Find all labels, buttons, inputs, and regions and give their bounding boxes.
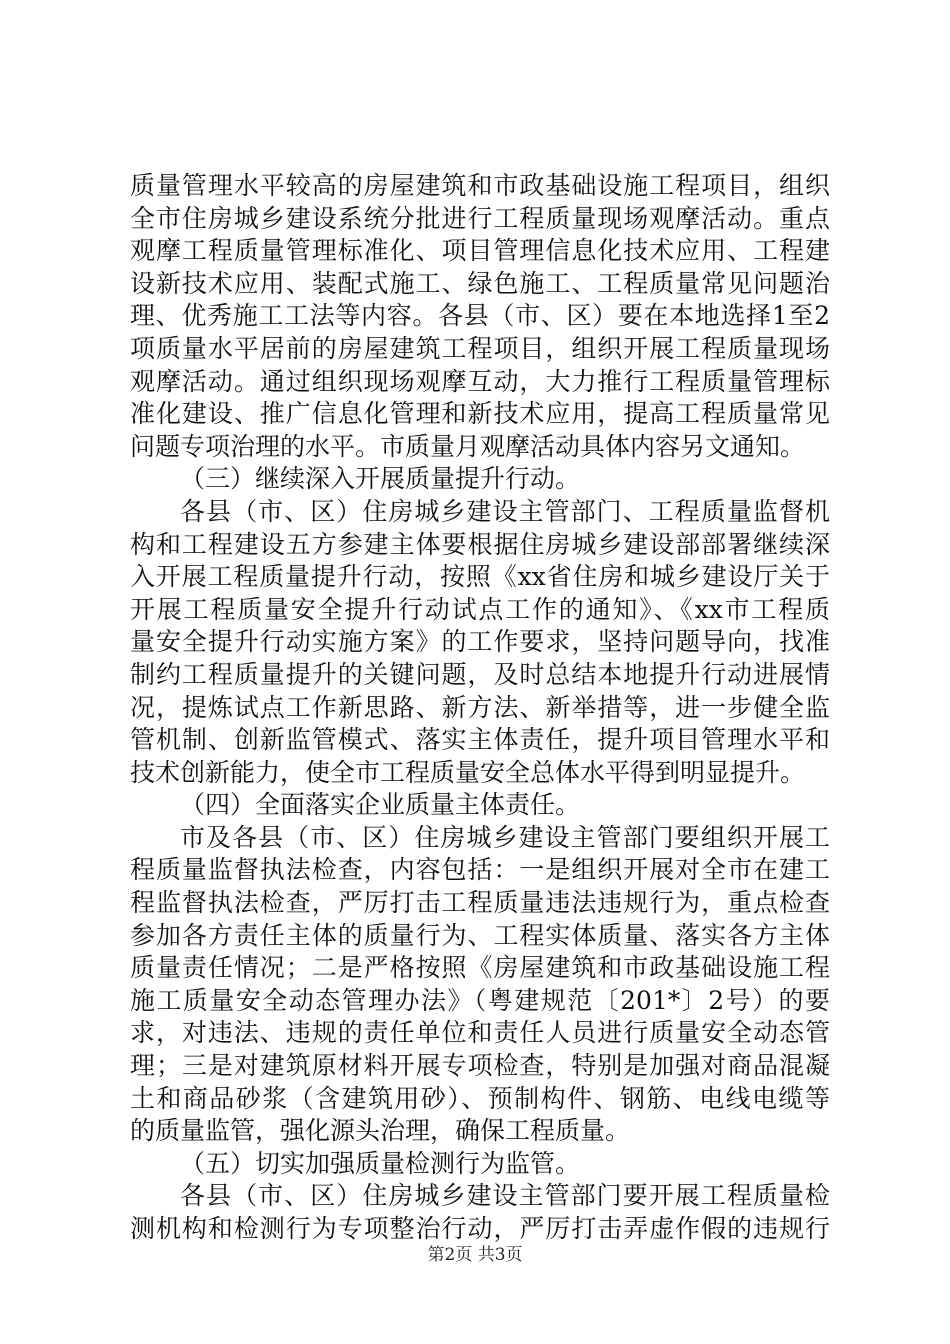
text-line: 各县（市、区）住房城乡建设主管部门要开展工程质量检 [180,1181,830,1211]
text-line: 管机制、创新监管模式、落实主体责任，提升项目管理水平和 [130,725,830,755]
text-line: 参加各方责任主体的质量行为、工程实体质量、落实各方主体 [130,920,830,950]
text-line: 况，提炼试点工作新思路、新方法、新举措等，进一步健全监 [130,692,830,722]
body-text [130,170,830,1246]
text-line: 观摩工程质量管理标准化、项目管理信息化技术应用、工程建 [130,236,830,266]
text-line: 入开展工程质量提升行动，按照《xx省住房和城乡建设厅关于 [130,562,830,592]
text-line: 测机构和检测行为专项整治行动，严厉打击弄虚作假的违规行 [130,1214,830,1243]
text-line: 设新技术应用、装配式施工、绿色施工、工程质量常见问题治 [130,268,830,298]
text-line: 准化建设、推广信息化管理和新技术应用，提高工程质量常见 [130,399,830,429]
text-line: 质量管理水平较高的房屋建筑和市政基础设施工程项目，组织 [130,171,830,200]
text-line: 量安全提升行动实施方案》的工作要求，坚持问题导向，找准 [130,627,830,657]
text-line: 理；三是对建筑原材料开展专项检查，特别是加强对商品混凝 [130,1051,830,1081]
text-line: 理、优秀施工工法等内容。各县（市、区）要在本地选择1至2 [130,301,830,331]
text-line: （三）继续深入开展质量提升行动。 [180,464,581,494]
text-line: 开展工程质量安全提升行动试点工作的通知》、《xx市工程质 [130,594,830,624]
text-line: 质量责任情况；二是严格按照《房屋建筑和市政基础设施工程 [130,953,830,983]
text-line: 观摩活动。通过组织现场观摩互动，大力推行工程质量管理标 [130,366,830,396]
text-line: 各县（市、区）住房城乡建设主管部门、工程质量监督机 [180,496,830,526]
text-line: 制约工程质量提升的关键问题，及时总结本地提升行动进展情 [130,659,830,689]
text-line: 施工质量安全动态管理办法》（粤建规范〔201*〕2号）的要 [130,985,830,1015]
text-line: 全市住房城乡建设系统分批进行工程质量现场观摩活动。重点 [130,203,830,233]
text-line: 的质量监管，强化源头治理，确保工程质量。 [130,1116,631,1146]
text-line: （五）切实加强质量检测行为监管。 [180,1148,581,1178]
text-line: 程质量监督执法检查，内容包括：一是组织开展对全市在建工 [130,855,830,885]
text-line: （四）全面落实企业质量主体责任。 [180,790,581,820]
text-line: 土和商品砂浆（含建筑用砂）、预制构件、钢筋、电线电缆等 [130,1083,830,1113]
page-footer: 第2页 共3页 [427,1245,523,1265]
text-line: 市及各县（市、区）住房城乡建设主管部门要组织开展工 [180,822,830,852]
text-line: 技术创新能力，使全市工程质量安全总体水平得到明显提升。 [130,757,806,787]
text-line: 求，对违法、违规的责任单位和责任人员进行质量安全动态管 [130,1018,830,1048]
text-line: 问题专项治理的水平。市质量月观摩活动具体内容另文通知。 [130,431,806,461]
text-line: 构和工程建设五方参建主体要根据住房城乡建设部部署继续深 [130,529,830,559]
text-line: 项质量水平居前的房屋建筑工程项目，组织开展工程质量现场 [130,333,830,363]
text-line: 程监督执法检查，严厉打击工程质量违法违规行为，重点检查 [130,888,830,918]
